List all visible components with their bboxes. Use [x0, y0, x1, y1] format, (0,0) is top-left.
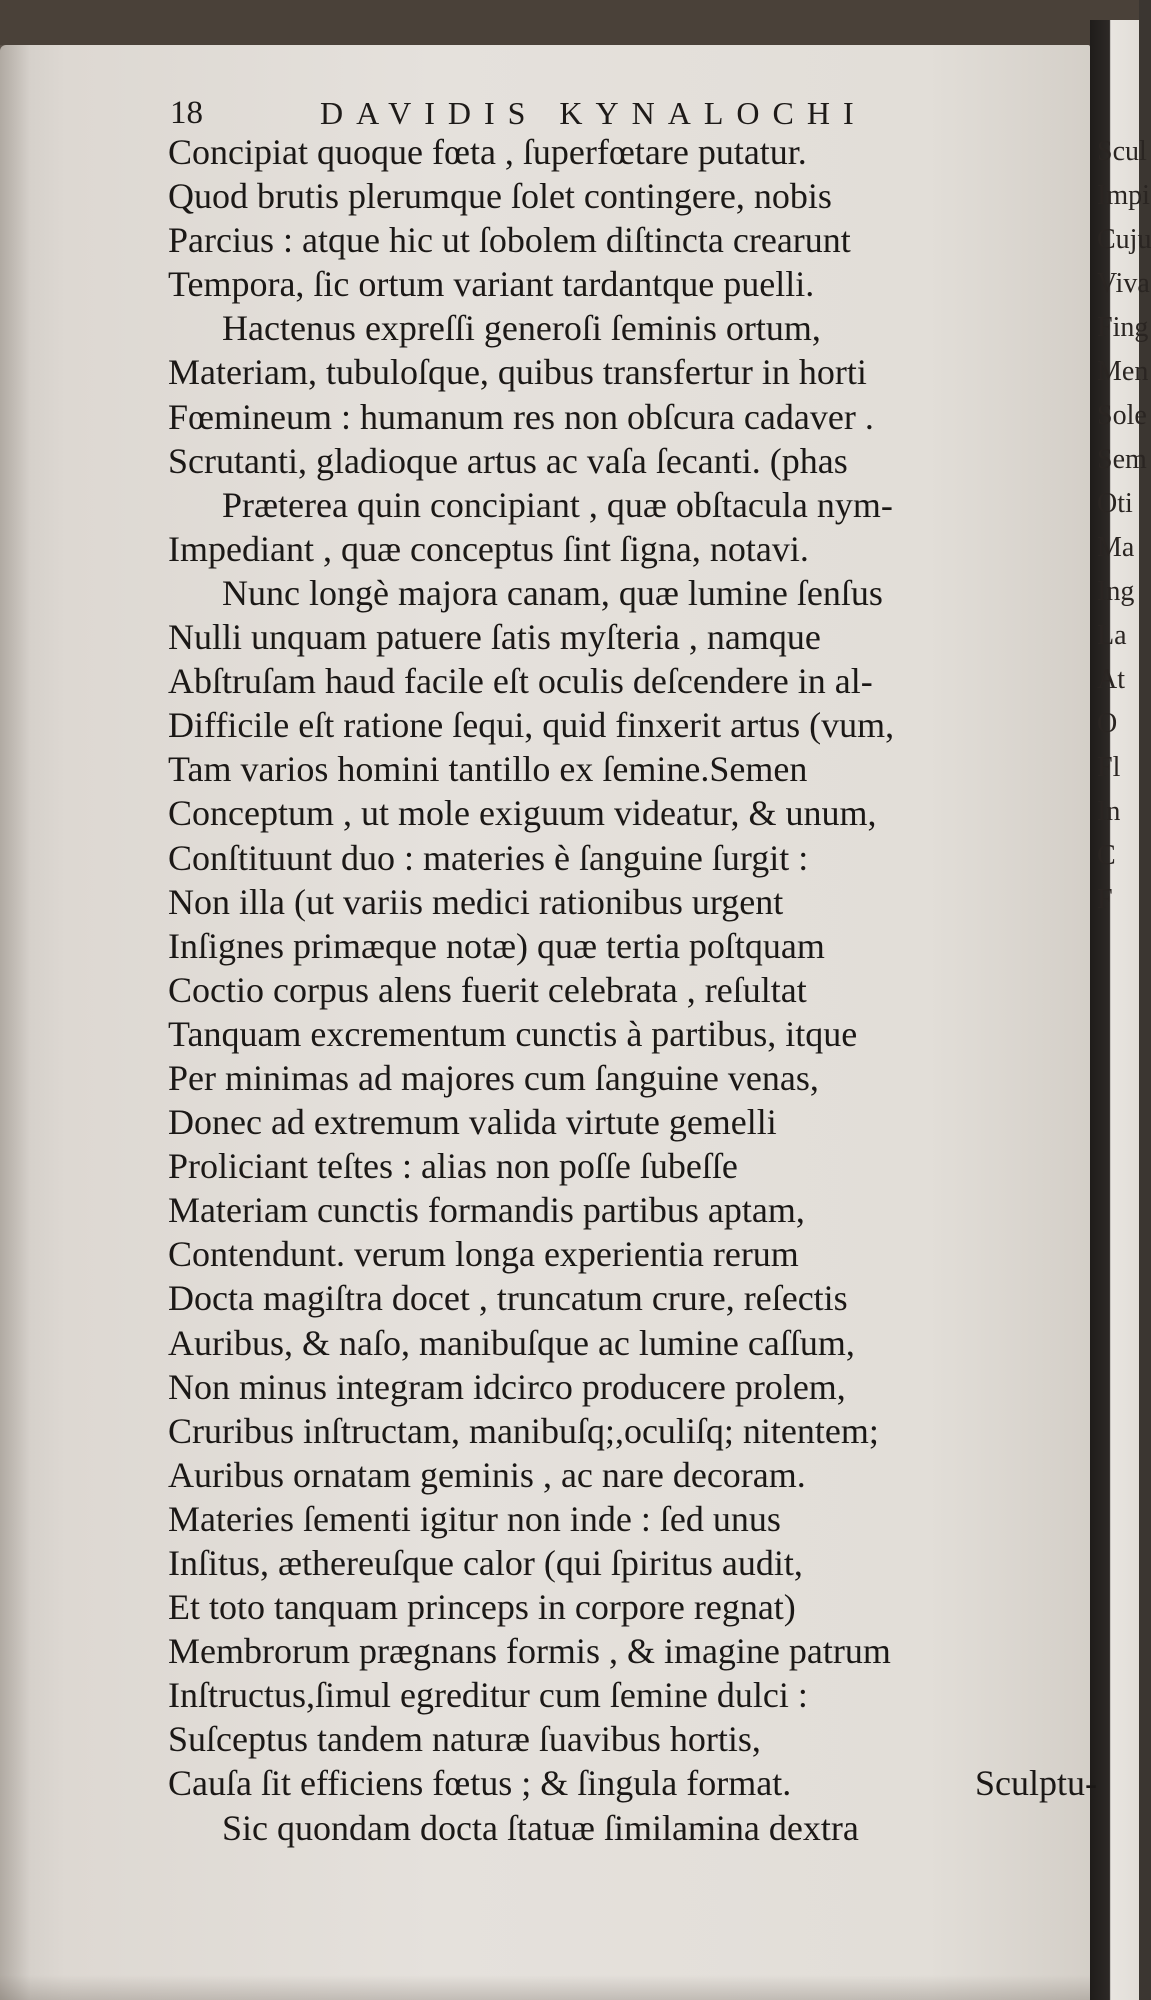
page-number: 18 [170, 94, 203, 131]
next-page-fragment: Scul [1097, 136, 1147, 167]
verse-line: Inſtructus,ſimul egreditur cum ſemine dulci : [168, 1675, 808, 1716]
verse-line: Præterea quin concipiant , quæ obſtacula nym- [222, 484, 893, 525]
verse-line: Cruribus inſtructam, manibuſq;,oculiſq; nitentem; [168, 1410, 879, 1451]
verse-line: Fœmineum : humanum res non obſcura cadaver . [168, 396, 874, 437]
verse-line: Non minus integram idcirco producere prolem, [168, 1366, 846, 1407]
verse-line: Materiam cunctis formandis partibus aptam, [168, 1190, 805, 1231]
next-page-fragment: Viva [1097, 268, 1150, 299]
next-page-fragment: At [1097, 664, 1125, 695]
verse-line: Nulli unquam patuere ſatis myſteria , namque [168, 617, 821, 658]
verse-line: Auribus, & naſo, manibuſque ac lumine caſſum, [168, 1322, 855, 1363]
verse-line: Donec ad extremum valida virtute gemelli [168, 1102, 777, 1143]
verse-line: Tam varios homini tantillo ex ſemine.Semen [168, 749, 808, 790]
verse-line: Suſceptus tandem naturæ ſuavibus hortis, [168, 1719, 761, 1760]
verse-line: Contendunt. verum longa experientia rerum [168, 1234, 799, 1275]
verse-line: Inſignes primæque notæ) quæ tertia poſtquam [168, 925, 825, 966]
verse-line: Sic quondam docta ſtatuæ ſimilamina dextra [222, 1807, 859, 1848]
next-page-fragment: In [1097, 796, 1121, 827]
verse-line: Per minimas ad majores cum ſanguine venas, [168, 1057, 819, 1098]
verse-line: Abſtruſam haud facile eſt oculis deſcendere in al- [168, 661, 873, 702]
verse-line: Materiam, tubuloſque, quibus transfertur in horti [168, 352, 867, 393]
next-page-fragment: Fl [1097, 752, 1121, 783]
verse-line: Materies ſementi igitur non inde : ſed unus [168, 1498, 781, 1539]
next-page-fragment: Cuju [1097, 224, 1151, 255]
verse-line: Conſtituunt duo : materies è ſanguine ſurgit : [168, 837, 809, 878]
poem-text [168, 130, 1098, 1850]
next-page-fragment: Oti [1097, 488, 1133, 519]
verse-line: Scrutanti, gladioque artus ac vaſa ſecanti. (phas [168, 440, 848, 481]
verse-line: Cauſa ſit efficiens fœtus ; & ſingula format. [168, 1763, 792, 1804]
verse-line: Inſitus, æthereuſque calor (qui ſpiritus audit, [168, 1543, 803, 1583]
verse-line: Impediant , quæ conceptus ſint ſigna, notavi. [168, 528, 809, 569]
page-gutter-shadow [0, 45, 30, 2000]
next-page-fragment: Sole [1097, 400, 1147, 431]
verse-line: Parcius : atque hic ut ſobolem diſtincta crearunt [168, 220, 851, 261]
verse-line: Coctio corpus alens fuerit celebrata , reſultat [168, 969, 807, 1010]
next-page-fragment [1097, 1010, 1139, 1054]
verse-line: Proliciant teſtes : alias non poſſe ſubeſſe [168, 1146, 738, 1187]
verse-line: Non illa (ut variis medici rationibus urgent [168, 881, 784, 922]
verse-line: Nunc longè majora canam, quæ lumine ſenſus [222, 572, 883, 613]
next-page-fragment [1097, 966, 1139, 1010]
next-page-fragment: Ing [1097, 576, 1135, 607]
next-page-fragment: Impi [1097, 180, 1150, 211]
catchword: Sculptu- [975, 1763, 1097, 1803]
verse-line: Membrorum prægnans formis , & imagine patrum [168, 1631, 891, 1672]
page-bottom-edge [0, 1975, 1090, 2000]
next-page-fragment [1097, 922, 1139, 966]
next-page-fragment: Sem [1097, 444, 1147, 475]
verse-line: Hactenus expreſſi generoſi ſeminis ortum, [222, 308, 821, 349]
verse-line: Difficile eſt ratione ſequi, quid finxerit artus (vum, [168, 705, 895, 746]
next-page-fragment: Men [1097, 356, 1149, 387]
verse-line: Tanquam excrementum cunctis à partibus, itque [168, 1013, 858, 1054]
next-page-fragment: O [1097, 708, 1118, 739]
next-page-fragment: F [1097, 884, 1113, 915]
verse-line: Conceptum , ut mole exiguum videatur, & unum, [168, 793, 877, 834]
verse-line: Quod brutis plerumque ſolet contingere, nobis [168, 176, 832, 217]
verse-line: Auribus ornatam geminis , ac nare decoram. [168, 1454, 806, 1495]
next-page-text-fragments [1097, 130, 1151, 1630]
next-page-fragment: Ma [1097, 532, 1135, 563]
verse-line: Concipiat quoque fœta , ſuperfœtare putatur. [168, 132, 807, 172]
verse-line: Et toto tanquam princeps in corpore regnat) [168, 1587, 796, 1628]
next-page-fragment: C [1097, 840, 1116, 871]
next-page-fragment: Fing [1097, 312, 1149, 343]
verse-line: Docta magiſtra docet , truncatum crure, reſectis [168, 1278, 848, 1319]
verse-line: Tempora, ſic ortum variant tardantque puelli. [168, 264, 815, 305]
running-head: DAVIDIS KYNALOCHI [320, 94, 867, 131]
next-page-fragment: La [1097, 620, 1127, 651]
